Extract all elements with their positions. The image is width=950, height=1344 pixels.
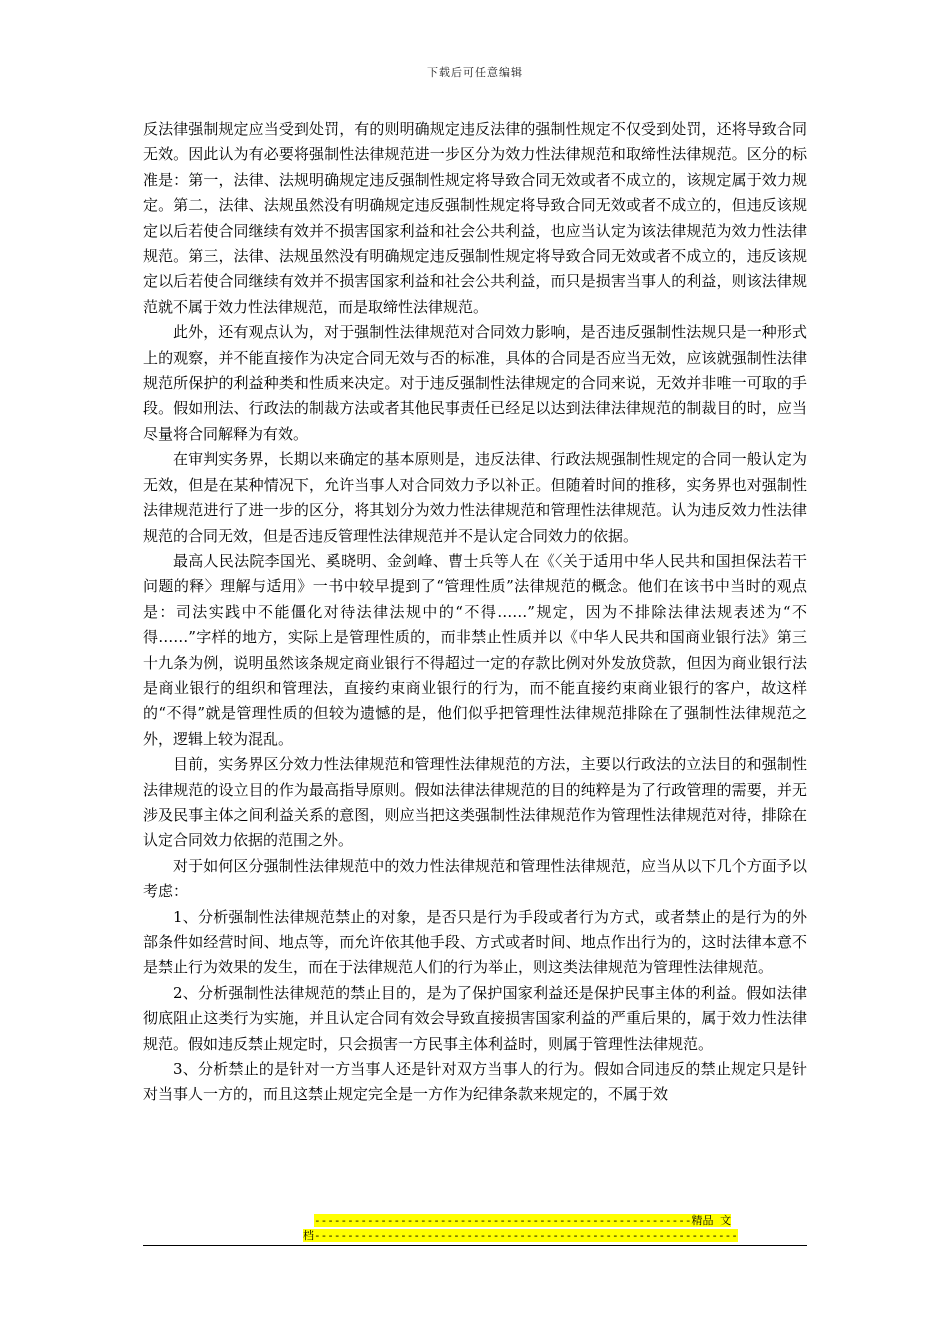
footer-watermark-text-2: 档----------------------------------------------------------------: [303, 1229, 738, 1242]
paragraph-1: 反法律强制规定应当受到处罚，有的则明确规定违反法律的强制性规定不仅受到处罚，还将导致合同无效。因此认为有必要将强制性法律规范进一步区分为效力性法律规范和取缔性法律规范。区分的标准是：第一，法律、法规明确规定违反强制性规定将导致合同无效或者不成立的，该规定属于效力规定。第二，法律、法规虽然没有明确规定违反强制性规定将导致合同无效或者不成立的，但违反该规定以后若使合同继续有效并不损害国家利益和社会公共利益，也应当认定为该法律规范为效力性法律规范。第三，法律、法规虽然没有明确规定违反强制性规定将导致合同无效或者不成立的，违反该规定以后若使合同继续有效并不损害国家利益和社会公共利益，而只是损害当事人的利益，则该法律规范就不属于效力性法律规范，而是取缔性法律规范。: [143, 120, 807, 316]
page-header: 下载后可任意编辑: [427, 66, 523, 79]
paragraph-7: 1、分析强制性法律规范禁止的对象，是否只是行为手段或者行为方式，或者禁止的是行为的外部条件如经营时间、地点等，而允许依其他手段、方式或者时间、地点作出行为的，这时法律本意不是禁止行为效果的发生，而在于法律规范人们的行为举止，则这类法律规范为管理性法律规范。: [143, 907, 807, 977]
paragraph-3: 在审判实务界，长期以来确定的基本原则是，违反法律、行政法规强制性规定的合同一般认定为无效，但是在某种情况下，允许当事人对合同效力予以补正。但随着时间的推移，实务界也对强制性法律规范进行了进一步的区分，将其划分为效力性法律规范和管理性法律规范。认为违反效力性法律规范的合同无效，但是否违反管理性法律规范并不是认定合同效力的依据。: [143, 450, 807, 545]
paragraph-8: 2、分析强制性法律规范的禁止目的，是为了保护国家利益还是保护民事主体的利益。假如法律彻底阻止这类行为实施，并且认定合同有效会导致直接损害国家利益的严重后果的，属于效力性法律规范。假如违反禁止规定时，只会损害一方民事主体利益时，则属于管理性法律规范。: [143, 983, 807, 1053]
paragraph-2: 此外，还有观点认为，对于强制性法律规范对合同效力影响，是否违反强制性法规只是一种形式上的观察，并不能直接作为决定合同无效与否的标准，具体的合同是否应当无效，应该就强制性法律规范所保护的利益种类和性质来决定。对于违反强制性法律规定的合同来说，无效并非唯一可取的手段。假如刑法、行政法的制裁方法或者其他民事责任已经足以达到法律法律规范的制裁目的时，应当尽量将合同解释为有效。: [143, 323, 807, 443]
paragraph-6: 对于如何区分强制性法律规范中的效力性法律规范和管理性法律规范，应当从以下几个方面予以考虑：: [143, 856, 807, 901]
footer-watermark-line-2: [303, 1229, 738, 1242]
footer-watermark-line-1: [314, 1214, 731, 1227]
paragraph-4: 最高人民法院李国光、奚晓明、金剑峰、曹士兵等人在《〈关于适用中华人民共和国担保法若干问题的释〉理解与适用》一书中较早提到了“管理性质”法律规范的概念。他们在该书中当时的观点是：司法实践中不能僵化对待法律法规中的“不得……”规定，因为不排除法律法规表述为“不得……”字样的地方，实际上是管理性质的，而非禁止性质并以《中华人民共和国商业银行法》第三十九条为例，说明虽然该条规定商业银行不得超过一定的存款比例对外发放贷款，但因为商业银行法是商业银行的组织和管理法，直接约束商业银行的行为，而不能直接约束商业银行的客户，故这样的“不得”就是管理性质的但较为遗憾的是，他们似乎把管理性法律规范排除在了强制性法律规范之外，逻辑上较为混乱。: [143, 551, 807, 748]
paragraph-5: 目前，实务界区分效力性法律规范和管理性法律规范的方法，主要以行政法的立法目的和强制性法律规范的设立目的作为最高指导原则。假如法律法律规范的目的纯粹是为了行政管理的需要，并无涉及民事主体之间利益关系的意图，则应当把这类强制性法律规范作为管理性法律规范对待，排除在认定合同效力依据的范围之外。: [143, 755, 807, 850]
paragraph-9: 3、分析禁止的是针对一方当事人还是针对双方当事人的行为。假如合同违反的禁止规定只是针对当事人一方的，而且这禁止规定完全是一方作为纪律条款来规定的，不属于效: [143, 1060, 807, 1104]
footer-watermark-text-1: ---------------------------------------------------------精品 文: [314, 1214, 732, 1227]
footer-divider: [143, 1245, 807, 1246]
document-body: [143, 117, 807, 1108]
